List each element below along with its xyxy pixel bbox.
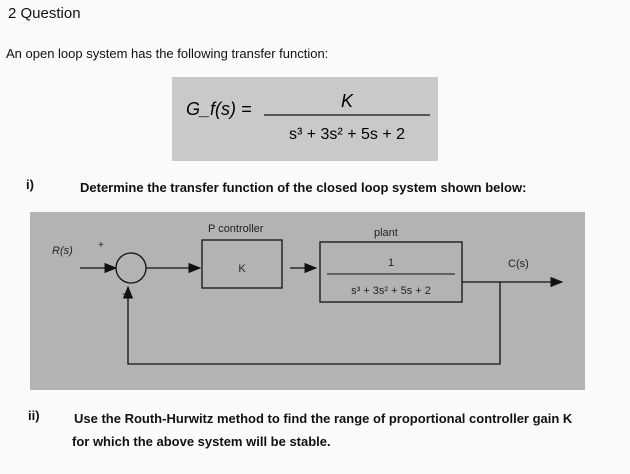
controller-gain: K bbox=[238, 263, 246, 275]
tf-lhs: G_f(s) = bbox=[186, 99, 252, 119]
plant-denominator: s³ + 3s² + 5s + 2 bbox=[351, 285, 431, 297]
summing-minus-sign: - bbox=[122, 288, 126, 300]
summing-plus-sign: + bbox=[98, 240, 104, 251]
block-diagram bbox=[30, 212, 585, 390]
part-i-label: i) bbox=[26, 177, 34, 192]
plant-numerator: 1 bbox=[387, 257, 395, 269]
part-i-text: Determine the transfer function of the closed loop system shown below: bbox=[80, 180, 527, 195]
summing-junction bbox=[116, 253, 146, 283]
controller-title: P controller bbox=[208, 223, 264, 235]
transfer-function-box bbox=[172, 77, 438, 161]
feedback-path bbox=[128, 282, 500, 364]
tf-denominator: s³ + 3s² + 5s + 2 bbox=[288, 126, 406, 143]
question-intro: An open loop system has the following transfer function: bbox=[6, 46, 329, 61]
question-title: 2 Question bbox=[8, 5, 81, 22]
tf-numerator: K bbox=[340, 91, 354, 111]
part-ii-text-line2: for which the above system will be stable. bbox=[72, 434, 331, 449]
part-ii-text-line1: Use the Routh-Hurwitz method to find the range of proportional controller gain K bbox=[74, 411, 573, 426]
transfer-function-equation bbox=[172, 77, 438, 161]
plant-title: plant bbox=[374, 227, 398, 239]
output-label: C(s) bbox=[508, 258, 529, 270]
part-ii-label: ii) bbox=[28, 408, 40, 423]
input-label: R(s) bbox=[52, 245, 73, 257]
block-diagram-canvas bbox=[30, 212, 585, 390]
